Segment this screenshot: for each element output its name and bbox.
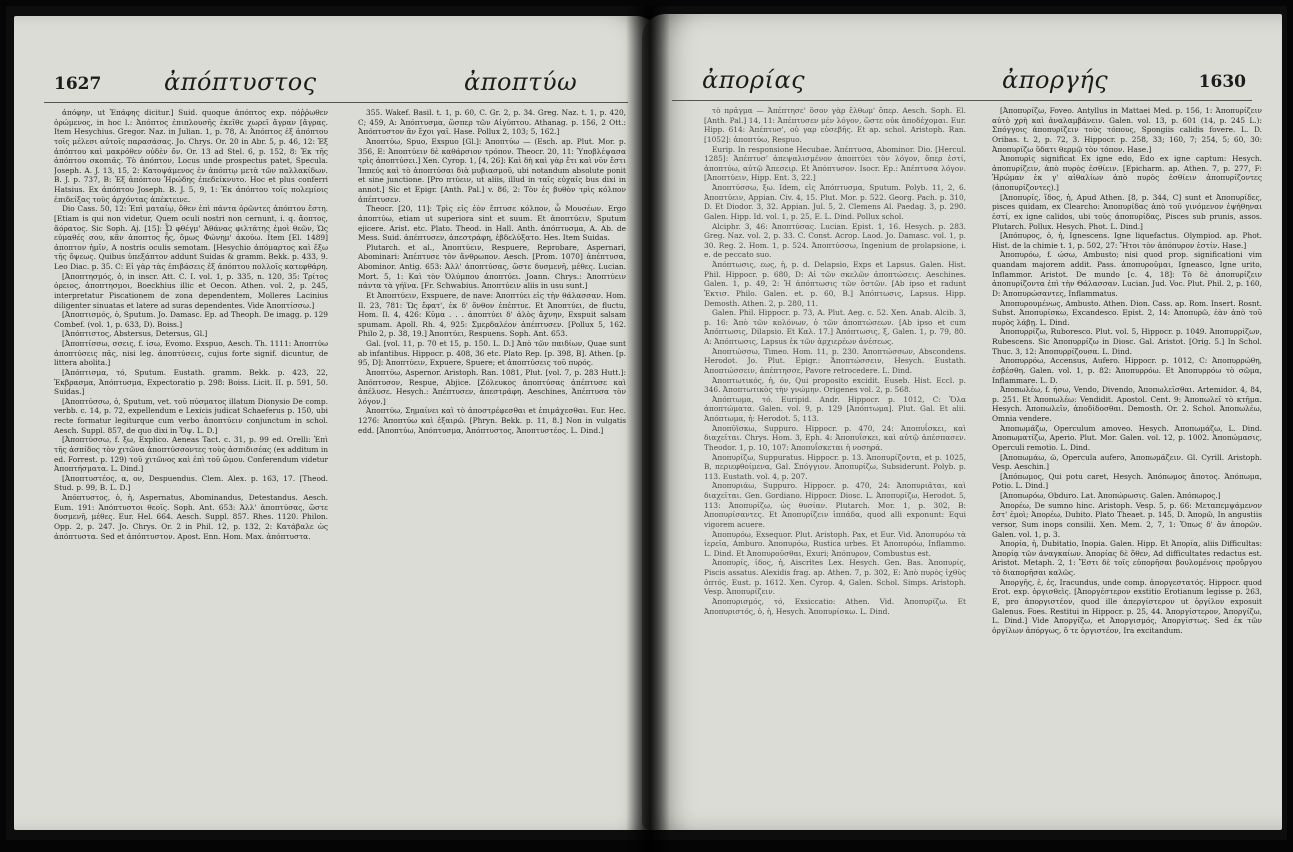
dictionary-entry: Ἀποπυρισμός, τό, Exsiccatio: Athen. Vid. Ἀποπυρίζω. Et Ἀποπυριστός, ὁ, ἡ, Hesych. Ἀποπυρίσκω. L. Dind. (704, 596, 966, 616)
dictionary-entry: Theocr. [20, 11]: Τρὶς εἰς ἐὸν ἔπτυσε κόλπον, ὦ Μουσέων. Ergo ἀποπτύω, etiam ut superiora sint et suum. Et ἀποπτύειν, Sputum ejicere. Arist. etc. Plato. Theod. in Hall. Anth. ἀπόπτυσμα, A. Ab. de Mess. Suid. ἀπέπτυσεν, ἀπεστράφη, ἐβδελύξατο. Hes. Item Suidas. (358, 204, 626, 243)
dictionary-entry: Ἀποπυρρίζω, Ruboresco. Plut. vol. 5, Hippocr. p. 1049. Ἀποπυρρίζων, Rubescens. Sic Ἀποπυρρίζω in Diosc. Gal. Aristot. [Orig. 5.] In Schol. Thuc. 3, 12: Ἀποπυρρίζουσα. L. Dind. (992, 327, 1262, 356)
dictionary-entry: [Ἀπόπυρος, ὁ, ἡ, Ignescens. Igne liquefactus. Olympiod. ap. Phot. Hist. de la chimie t. 1, p. 502, 27: Ἤτοι τὸν ἀπόπυρον ἐστίν. Hase.] (992, 231, 1262, 250)
dictionary-entry: [Ἀποπτυστέος, α, ον, Despuendus. Clem. Alex. p. 163, 17. [Theod. Stud. p. 99, B. L. D.] (54, 473, 328, 493)
right-column-2 (992, 106, 1262, 816)
dictionary-entry: Ἀποπυρὶς significat Ex igne edo, Edo ex igne captum: Hesych. ἀποπυρίζειν, ἀπὸ πυρὸς ἐσθίειν. [Epicharm. ap. Athen. 7, p. 277, F: Ἠρώμαν ἐκ γ' αἰθαλίων ἀπὸ πυρὸς ἐσθίειν ἀποπυρίζοντες (ἀποπυρίζοντες).] (992, 154, 1262, 192)
right-page (642, 14, 1282, 830)
dictionary-entry: Ἀποπυριάω, Suppuro. Hippocr. p. 470, 24: Ἀποπυριᾶται, καὶ διαχεῖται. Gen. Gordiano. Hippocr. Diosc. L. Ἀποπυρίζω, Herodot. 5, 113: Ἀποπυρίζω, ὡς θυσίαν. Plutarch. Mor. 1, p. 302, B: Ἀποπυρίσαντες. Et Ἀποπυρίζειν ἱππάδα, quod alli exponunt: Equi vigorem acuere. (704, 481, 966, 529)
dictionary-entry: Ἀπόπτωσις, εως, ἡ, p. d. Delapsio, Exps et Lapsus. Galen. Hist. Phil. Hippocr. p. 680, D: Αἱ τῶν σκελῶν ἀποπτώσεις. Aeschines. Galen. 1, p. 49, 2: Ἡ ἀπόπτωσις τῶν ὀστῶν. [Ab ipso et radunt Ἐκτισ. Philo. Galen. et. p. 60, B.] Ἀπόπτωσις, Lapsus. Hipp. Demosth. Athen. 2, p. 280, 11. (704, 260, 966, 308)
dictionary-entry: [Ἀποπωμάω, ῶ, Opercula aufero, Ἀποπωμάζειν. Gl. Cyrill. Aristoph. Vesp. Aeschin.] (992, 452, 1262, 472)
dictionary-entry: Ἀποπωμάζω, Operculum amoveo. Hesych. Ἀποπωμάζω, L. Dind. Ἀποπωματίζω, Aperio. Plut. Mor. Galen. vol. 12, p. 1002. Ἀποπώμασις, Operculi remotio. L. Dind. (992, 423, 1262, 452)
dictionary-entry: Ἀποπυρόω, f. ώσω, Ambusto; nisi quod prop. significationi vim quandam majorem addit. Pass. ἀποπυροῦμαι, Igneasco, Igne urito, Inflammor. Aristot. De mundo [c. 4, 18]: Τὸ δὲ ἀποπυρίζειν ἀποπυρίζοντα ἐπὶ τὴν Θάλασσαν. Lucian. Jud. Voc. Plut. Phil. 2, p. 160, D: Ἀποπυρώσαντες, Inflammatus. (992, 250, 1262, 298)
left-header-rule (44, 102, 628, 103)
dictionary-entry: Galen. Phil. Hippocr. p. 73, A. Plut. Aeg. c. 52. Xen. Anab. Alcib. 3, p. 16: Ἀπὸ τῶν κολόνων, ὁ τῶν ἀποπτώσεων. [Ab ipso et cum Ἀπόπτωσις, Dilapsio. Et Καλ. 17.] Ἀπόπτωσις, ξ, Galen. 1, p. 79, 80. A: Ἀπόπτωσις, Lapsus ἐκ τῶν ἀρχιερέων ἀνέσεως. (704, 308, 966, 346)
dictionary-entry: [Ἀπόπτισμα, τό, Sputum. Eustath. gramm. Bekk. p. 423, 22, Ἐκβρασμα, Ἀπόπτυσμα, Expectoratio p. 298: Boiss. Licit. II. p. 591, 50. Suidas.] (54, 367, 328, 397)
dictionary-entry: Eurip. In responsione Hecubae. Ἀπέπτυσα, Abominor. Dio. [Hercul. 1285]: Ἀπέπτυσ' ἀπεψαλισμένον ἀποπτύει τὸν λόγον, ὅπερ ἐστί, ἀποπτύω, αὐτῷ Ἀπεσειρ. Et Ἀπόπτυσον. Isocr. Ep.: Ἀπέπτυσα λόγον. [Ἀποπτύειν, Hipp. Ent. 3, 22.] (704, 144, 966, 183)
dictionary-entry: Ἀποπῦϊσκω, Suppuro. Hippocr. p. 470, 24: Ἀποπυΐσκει, καὶ διαχεῖται. Chrys. Hom. 3, Eph. 4: Ἀποπυΐσκει, καὶ αὐτῷ ἀπέσπασεν. Theodor. 1, p. 10, 107: Ἀποπυΐσκεται ἡ νοσηρά. (704, 423, 966, 452)
dictionary-entry: Alciphr. 3, 46: Ἀποπτύσας. Lucian. Epist. 1, 16. Hesych. p. 283. Greg. Naz. vol. 2, p. 33. C. Const. Acrop. Laod. Jo. Damasc. vol. 1, p. 30. Reg. 2. Hom. 1, p. 524. Ἀποπτύσσω, Ingenium de prolapsione, i. e. de peccato suo. (704, 221, 966, 260)
book-spread (6, 6, 1287, 840)
dictionary-entry: [Ἀποπωρόω, Obduro. Lat. Ἀποπώρωσις. Galen. Ἀπόπωρος.] (1000, 491, 1221, 500)
dictionary-entry: Plutarch. et al., Ἀποπτύειν, Respuere, Reprobare, Aspernari, Abominari: Ἀπέπτυσε τὸν ἄνθρωπον. Aesch. [Prom. 1070] ἀπέπτυσα, Abominor. Antig. 653: Ἀλλ' ἀποπτύσας, ὥστε δυσμενῆ, μέθες. Lucian. Mort. 5, 1: Καὶ τὸν Ὀλύμπου ἀποπτύει. Joann. Chrys.: Ἀποπτύειν πάντα τὰ γήϊνα. [Fr. Schwabius. Ἀποπτύειν aliis in usu sunt.] (358, 242, 626, 291)
dictionary-entry: [Ἀποπτύσσω, ὁ, Sputum, vet. τοῦ πύσματος illatum Dionysio De comp. verbb. c. 14, p. 72, expellendum e Lexicis judicat Schaeferus p. 150, ubi recte formatur legiturque cum verbo ἀποπτύειν conjunctum in schol. Aesch. Suppl. 857, de quo dixi in Ὄψ. L. D.] (54, 396, 328, 435)
left-page-header (14, 68, 658, 96)
dictionary-entry: Ἀποπυρόω, Exsequor. Plut. Aristoph. Pax, et Eur. Vid. Ἀποπυρόω τὰ ἰερεῖα, Amburo. Ἀποπυρόω, Rustica urbes. Et Ἀποπυρόω, Inflammo. L. Dind. Et Ἀποπυροῦσθαι, Exuri; Ἀπόπυρον, Combustus est. (704, 529, 966, 558)
dictionary-entry: τὸ πρᾶγμα — Ἀπέπτησε' ὅσον γὰρ ἔλθωμ' ὅπερ. Aesch. Soph. El. [Anth. Pal.] 14, 11: Ἀπέπτυσεν μέν λόγον, ὥστε οὐκ ἀποδέχομαι. Eur. Hipp. 614: Ἀπέπτυσ', οὐ γαρ εὐσεβῆς. Et ap. schol. Aristoph. Ran. [1052]: ἀποπτύω, Respuo. (704, 106, 966, 144)
right-running-headword-1: ἀπορίας (702, 66, 806, 94)
left-page (14, 16, 658, 830)
dictionary-entry: [Ἀπόπωμος, Qui potu caret, Hesych. Ἀπόπωμος ἄποτος. Ἀπόπωμα, Potio. L. Dind.] (992, 471, 1262, 491)
right-column-1 (704, 106, 966, 816)
dictionary-entry: ἀπόφην, ut Ἐπάφης dicitur.] Suid. quoque ἀπόπτος exp. πόῤῥωθεν ὁρώμενος, in hoc l.: Ἀπόπτος ἐπιπλουσῆς ἐκεῖθε χωρεῖ ἄγραν [ἄγρας. Item Hesychius. Gregor. Naz. in Julian. 1, p. 78, A: Ἀπόπτος ἐξ ἀπόπτου τοῖς μέλεσι αὐτοῖς παρασάσας. Jo. Chrys. Or. 20 in Abr. 5, p. 46, 12: Ἐξ ἀπόπτου καὶ μακρόθεν οὐδὲν ὄν. Or. 13 ad Stel. 6, p. 152, 8: Ἐκ τῆς ἀπόπτου σκοπιᾶς. Τὸ ἀπόπτον, Locus unde prospectus patet, Specula. Joseph. A. J. 13, 15, 2: Κατοψάμενος ἐν ἀπόπτῳ μετὰ τῶν παλλακίδων. B. J. p. 737, B: Ἐξ ἀπόπτου Ἡρώδης ἐπεδείκνυτο. Hoc et plus conferri Hatsius. Ex ἀπόπτου Joseph. B. J. 5, 9, 1: Ἐκ ἀπόπτου τοῖς πολεμίοις ἐπιδείξας τοὺς ἀρχόντας ἀπέκτεινε. (54, 108, 328, 204)
dictionary-entry: Ἀποπτύω, Aspernor. Aristoph. Ran. 1081, Plut. [vol. 7, p. 283 Hutt.]: Ἀπόπτυσον, Respue, Abjice. [Ζόλευκος ἀποπτύσας ἀπέπτυσε καὶ ἀπέλυσε. Hesych.: Ἀπέπτυσεν, ἀπεστράφη. Aeschines, Ἀπέπτυσα τὸν λόγον.] (358, 367, 626, 406)
dictionary-entry: Ἀποργῆς, ἑ, ἐς, Iracundus, unde comp. ἀποργεστατός. Hippocr. quod Erot. exp. ὀργισθεὶς. [Ἀποργέστερον exstitio Erotianum legisse p. 263, E, pro ἀποργιστέον, quod ille ἀπεργίστερον ut ὀργίλον exposuit Galenus. Foes. Restitui in Hippocr. p. 25, 44. Ἀποργίστερον, Ἀποργίζω, L. Dind.] Vide Ἀποργίζω, et Ἀποργισμός, Ἀποργίστως. Sed ἐκ τῶν ὀργίλων ἀπόργως, ὅ τε ὀργιστέον, Ira excitandum. (992, 577, 1262, 635)
dictionary-entry: 355. Wakef. Basil. t. 1, p. 60, C. Gr. 2, p. 34. Greg. Naz. t. 1, p. 420, C; 459, A: Ἀπόπτυσμα, ὥσπερ τῶν Αἰγύπτου. Athanag. p. 156, 2 Ott.: Ἀπόπτυστον ἂν ἔχοι γαῖ. Hase. Pollux 2, 103; 5, 162.] (358, 108, 626, 137)
right-running-headword-2: ἀποργής (1002, 66, 1109, 94)
dictionary-entry: Ἀποπτύσσω, ξω. Idem, εἰς Ἀπόπτυσμα, Sputum. Polyb. 11, 2, 6. Ἀποπτύειν, Appian. Civ. 4, 15. Plut. Mor. p. 522. Georg. Pach. p. 310, D. Et Diodor. 3, 32. Appian. Jul. 5, 2. Clemens Al. Paedag. 3, p. 290. Galen. Hipp. Id. vol. 1, p. 25, E. L. Dind. Pollux schol. (704, 183, 966, 221)
dictionary-entry: [Ἀποπτύσσω, f. ξω, Explico. Aeneas Tact. c. 31, p. 99 ed. Orelli: Ἐπὶ τῆς ἀσπίδος τὸν χιτῶνα ἀποπτύσσοντες τοὺς ἀσπιδισέας (ex additum in ed. Forrest. p. 129) τοῦ χιτῶνος καὶ ἐπὶ τοῦ ὤμου. Conferendum videtur Ἀποπτήσματα. L. Dind.] (54, 435, 328, 474)
dictionary-entry: Ἀποπτύω, Spuo, Exspuo [Gl.]: Ἀποπτύω — (Esch. ap. Plut. Mor. p. 356, E: Ἀποπτύειν δὲ καθάρσιον τρόπον. Theocr. 20, 11: Ὑποβλέψασα τρὶς ἀποπτύσει.] Xen. Cyrop. 1, [4, 26]: Καὶ δὴ καὶ γὰρ ἔτι καὶ νῦν ἔστι Ἰππεύς καὶ τὸ ἀποπτύσαι διὰ μυβιασμοῦ, ubi notandum absolute ponit et sine junctione. [Pro πτύειν, ut aliis, illud in ταῖς εὐχαῖς bus dixi in annot.] Sic et Epigr. [Anth. Pal.] v. 86, 2: Τὸν ἐς βυθὸν τρὶς κόλπον ἀπέπτυσεν. (358, 136, 626, 204)
right-header-rule (672, 100, 1252, 101)
dictionary-entry: [Ἀποπτισμός, ὁ, Sputum. Jo. Damasc. Ep. ad Theoph. De imagg. p. 129 Combef. (vol. 1, p. 633, D). Boiss.] (54, 310, 328, 329)
dictionary-entry: Ἀπόπτωμα, τό. Euripid. Andr. Hippocr. p. 1012, C: Ὅλα ἀποπτώματα. Galen. vol. 9, p. 129 [Ἀπόπτωμα]. Plut. Gal. Et alii. Ἀπόπτωμα, ἡ: Herodot. 5, 113. (704, 394, 966, 423)
right-page-number: 1630 (1198, 72, 1246, 92)
dictionary-entry: Ἀποπτωτικός, ἡ, όν, Qui proposito excidit. Euseb. Hist. Eccl. p. 346. Ἀποπτωτικὸς τὴν γνώμην. Origenes vol. 2, p. 568. (704, 375, 966, 395)
dictionary-entry: [Ἀποπυρίς, ἴδος, ἡ, Apud Athen. [8, p. 344, C] sunt et Ἀποπυρίδες, pisces quidam, ex Clearcho: Ἀποπυρίδας ἀπὸ τοῦ γινόμενον ἐψήθηναι ἐστί, ex igne calidos, ubi τοὺς ἀποπυρίδας, Pisces sub prunis, assos. Plutarch. Pollux. Hesych. Phot. L. Dind.] (992, 192, 1262, 231)
dictionary-entry: Et Ἀποπτύειν, Exspuere, de nave: Ἀποπτύει εἰς τὴν θάλασσαν. Hom. Il. 23, 781: Ὥς ἔφατ', ἐκ δ' ὄνθον ἐπέπτυε. Et Ἀποπτύει, de fluctu, Hom. Il. 4, 426: Κῦμα . . . ἀποπτύει δ' ἁλὸς ἄχνην, Exspuit salsam spumam. Apoll. Rh. 4, 925: Σμερδαλέον ἀπέπτυσεν. [Pollux 5, 162. Philo 2, p. 38, 19.] Ἀποπτύει, Respuens. Soph. Ant. 653. (358, 290, 626, 339)
dictionary-entry: Ἀπορία, ἡ, Dubitatio, Inopia. Galen. Hipp. Et Ἀπορία, aliis Difficultas: Ἀπορίᾳ τῶν ἀναγκαίων. Ἀπορίας δὲ ὅθεν, Ad difficultates redactus est. Aristot. Metaph. 2, 1: Ἔστι δὲ τοῖς εὐπορῆσαι βουλομένοις προὔργου τὸ διαπορῆσαι καλῶς. (992, 539, 1262, 577)
dictionary-entry: [Ἀποπτίσσω, σσεις, f. ίσω, Evomo. Exspuo, Aesch. Th. 1111: Ἀποπτύω ἀποπτύσεις πᾶς, nisi leg. ἀποπτύσεις, cujus forte signif. dicuntur, de littera abolita.] (54, 339, 328, 368)
left-running-headword-2: ἀποπτύω (464, 68, 578, 96)
dictionary-entry: Ἀποπυρουμένως, Ambusto. Athen. Dion. Cass. ap. Rom. Insert. Rosnt. Subst. Ἀποπυρίσκω, Excandesco. Epist. 2, 14: Ἀποπυρῶ, ἐὰν ἀπὸ τοῦ πυρὸς λάβῃ. L. Dind. (992, 298, 1262, 327)
dictionary-entry: Ἀποπτύω, Σημαίνει καὶ τὸ ἀποστρέφεσθαι et ἐπιμάχεσθαι. Eur. Hec. 1276: Ἀποπτύω καὶ ἐξαιρῶ. [Phryn. Bekk. p. 11, 8.] Non in vulgatis edd. [Ἀποπτύω, Ἀπόπτυσμα, Ἀπόπτυστος, Ἀποπτυστέος. L. Dind.] (358, 406, 626, 435)
right-page-header (642, 66, 1282, 94)
dictionary-entry: Ἀποπυρρόω, Accensus, Aufero. Hippocr. p. 1012, C: Ἀποπυρρώθη, ἐσβέσθη. Galen. vol. 1, p. 82: Ἀποπυρρόω. Et Ἀποπυρρόω τὸ σῶμα, Inflammare. L. D. (992, 356, 1262, 385)
dictionary-entry: Ἀποπυρίζω, Suppuratus. Hippocr. p. 13. Ἀποπυρίζοντα, et p. 1025, B, περιεφθοίμενα, Gal. Σπόγγιον. Ἀποπυρίζω, Subsiderunt. Polyb. p. 113. Eustath. vol. 4, p. 207. (704, 452, 966, 481)
dictionary-entry: Ἀποπωλέω, f. ήσω, Vendo, Divendo, Ἀποπωλεῖσθαι. Artemidor. 4, 84, p. 251. Et Ἀποπωλέω: Vendidit. Apostol. Cent. 9: Ἀποπωλεῖ τὸ κτῆμα. Hesych. Ἀποπωλεῖν, ἀποδίδοσθαι. Demosth. Or. 2. Schol. Ἀποπωλέω, Omnia vendere. (992, 385, 1262, 423)
dictionary-entry: [Ἀποπυρίζω, Foveo. Antyllus in Mattaei Med. p. 156, 1: Ἀποπυρίζειν αὐτὸ χρὴ καὶ ἀναλαμβάνειν. Galen. vol. 13, p. 601 (14, p. 245 L.): Σπόγγοις ἀποπυρίζειν τοὺς τόπους, Spongiis calidis fovere. L. D. Oribas. t. 2, p. 72, 3. Hippocr. p. 258, 33; 160, 7; 254, 5; 60, 30: Ἀποπυρίζω ὕδατι θερμῷ τὸν τόπον. Hase.] (992, 106, 1262, 154)
dictionary-entry: Ἀπόπτυστος, ὁ, ἡ, Aspernatus, Abominandus, Detestandus. Aesch. Eum. 191: Ἀπόπτυστοι θεοῖς. Soph. Ant. 653: Ἀλλ' ἀποπτύσας, ὥστε δυσμενῆ, μέθες. Eur. Hel. 664. Aesch. Suppl. 857. Rhes. 1120. Philon. Opp. 2, p. 247. Jo. Chrys. Or. 2 in Phil. 12, p. 132, 2: Κατάβαλε ὡς ἀπόπτυστα. Sed et ἀπόπτυστον. Apost. Enn. Hom. Max. ἀπόπτυστα. (54, 493, 328, 541)
dictionary-entry: Ἀπορέω, De sumno hinc. Aristoph. Vesp. 5, p. 66: Μεταπεμψάμενον ἔστ' ἐμοὶ; Ἀπορέω, Dubito. Plato Theaet. p. 145, D. Ἀπορῶ, In angustiis versor, Sum inops consilii. Xen. Mem. 2, 7, 1: Ὅπως δ' ἂν ἀπορῶν. Galen. vol. 1, p. 3. (992, 500, 1262, 539)
dictionary-entry: Ἀποπτώσσω, Timeo. Hom. 11, p. 230. Ἀποπτώσσων, Abscondens. Herodot. Jo. Plut. Epigr.: Ἀποπτώσσειν, Hesych. Eustath. Ἀποπτώσσειν, ἀπέπτησσε, Pavore retrocedere. L. Dind. (704, 346, 966, 375)
left-page-number: 1627 (54, 74, 102, 94)
dictionary-entry: Gal. [vol. 11, p. 70 et 15, p. 150. L. D.] Ἀπὸ τῶν παιδίων, Quae sunt ab infantibus. Hippocr. p. 408, 36 etc. Plato Rep. [p. 398, B]. Athen. [p. 95, D]: Ἀποπτύειν, Expuere, Spuere; et ἀποπτύσεις τοῦ πυρός. (358, 339, 626, 368)
dictionary-entry: [Ἀποπτησμός, ὁ, in inscr. Att. C. I. vol. 1, p. 335, n. 120, 35: Τρίτος ὀρειος, ἀποπτησμοι, Boeckhius illic et Oecon. Athen. vol. 2, p. 245, interpretatur Piscationem de zona dependentem, Molleres Lacinius diligenter sinuatas et latere ad suras dependentes. Vide Ἀποπτίσσω.] (54, 271, 328, 310)
left-column-2 (358, 108, 626, 816)
left-running-headword-1: ἀπόπτυστος (164, 68, 317, 96)
left-column-1 (54, 108, 328, 816)
dictionary-entry: Dio Cass. 50, 12: Ἐπὶ ματαίῳ, ὅθεν ἐπὶ πάντα ὁρῶντες ἀπόπτου ἔστη. [Etiam is qui non videtur, Quem oculi nostri non cernunt, i. q. ἄοπτος, ἄόρατος. Sic Soph. Aj. [15]: Ὦ φθέγμ' Ἀθάνας φιλτάτης ἐμοὶ θεῶν, Ὡς εὐμαθές σου, κἂν ἀποπτος ἦς, ὅμως Φώνημ' ἀκούω. Item [El. 1489] ἀποπτον ἡμῖν, A nostris oculis semotam. [Hesychio ἀπόμαρτος καὶ ἔξω τῆς ὄψεως. Quibus ὑπεξάπτον addunt Suidas & gramm. Bekk. p. 433, 9. Leo Diac. p. 35. C: Εἰ γὰρ τὰς ἐπιβάσεις ἐξ ἀπόπτου πολλοῖς κατεφθάρη. (54, 204, 328, 271)
dictionary-entry: Ἀποπυρίς, ἰδος, ἡ, Aiscrites Lex. Hesych. Gen. Bas. Ἀποπυρίς, Piscis assatus. Alexidis frag. ap. Athen. 7, p. 302, E: Ἀπὸ πυρὸς ἰχθὺς ὀπτός. Eust. p. 1612. Xen. Cyrop. 4, Galen. Schol. Simps. Aristoph. Vesp. Ἀποπυρίζειν. (704, 558, 966, 597)
dictionary-entry: [Ἀπόπτιστος, Abstersus, Detersus, Gl.] (62, 329, 208, 339)
